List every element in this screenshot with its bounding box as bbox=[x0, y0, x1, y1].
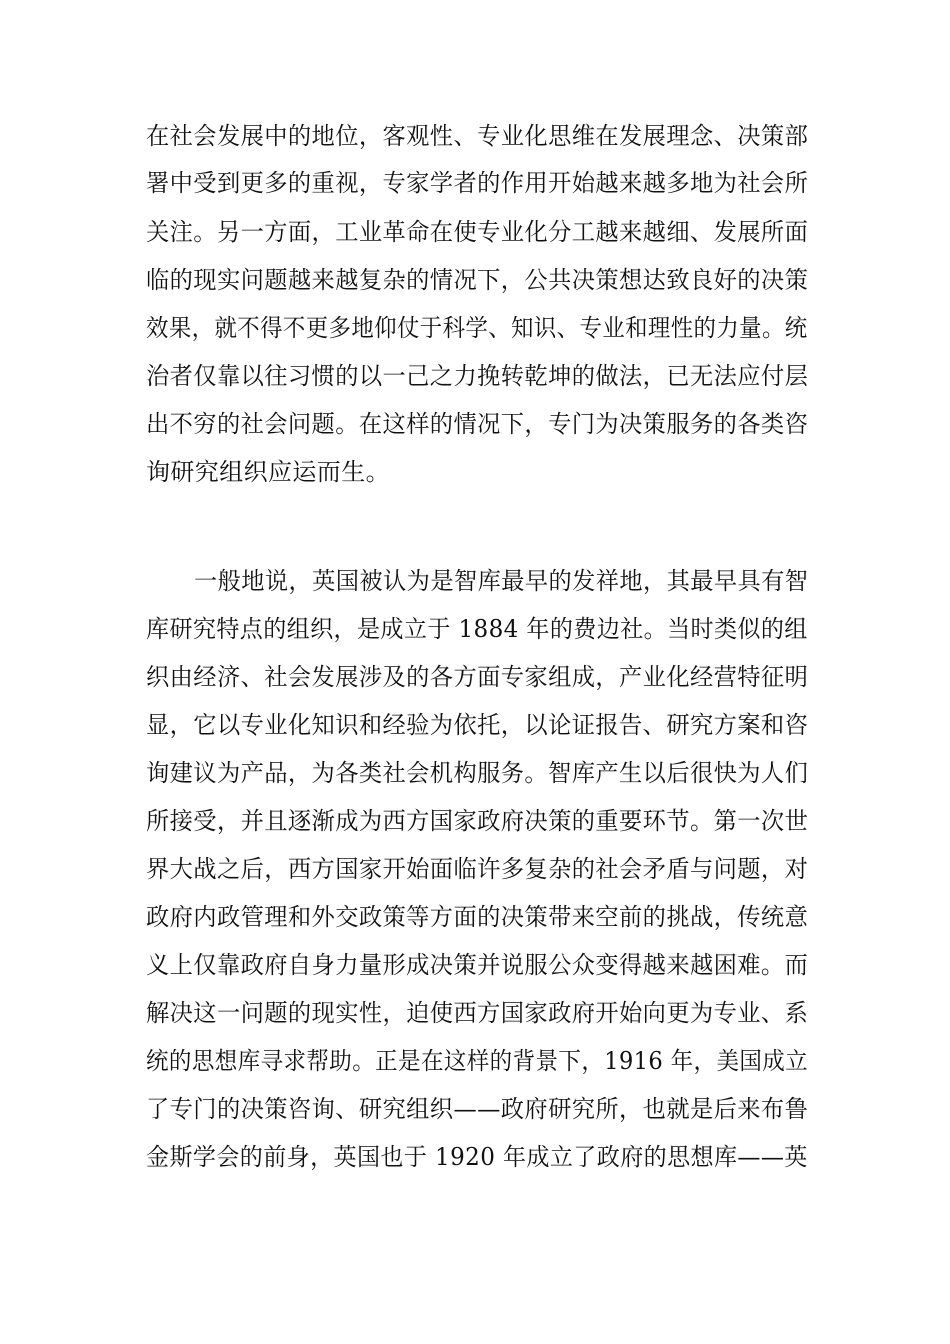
paragraph-1-line-8: 询研究组织应运而生。 bbox=[146, 458, 390, 486]
paragraph-2-line-7: 界大战之后，西方国家开始面临许多复杂的社会矛盾与问题，对 bbox=[146, 855, 809, 883]
paragraph-2-line-12: 了专门的决策咨询、研究组织——政府研究所，也就是后来布鲁 bbox=[146, 1095, 809, 1123]
paragraph-2-line-8: 政府内政管理和外交政策等方面的决策带来空前的挑战，传统意 bbox=[146, 903, 809, 931]
paragraph-2-line-2: 库研究特点的组织，是成立于 1884 年的费边社。当时类似的组 bbox=[146, 615, 808, 643]
paragraph-2-line-5: 询建议为产品，为各类社会机构服务。智库产生以后很快为人们 bbox=[146, 759, 809, 787]
paragraph-1-line-5: 效果，就不得不更多地仰仗于科学、知识、专业和理性的力量。统 bbox=[146, 314, 808, 342]
paragraph-2-line-9: 义上仅靠政府自身力量形成决策并说服公众变得越来越困难。而 bbox=[146, 951, 809, 979]
paragraph-2-line-6: 所接受，并且逐渐成为西方国家政府决策的重要环节。第一次世 bbox=[146, 807, 809, 835]
paragraph-2-line-11: 统的思想库寻求帮助。正是在这样的背景下，1916 年，美国成立 bbox=[146, 1047, 809, 1075]
paragraph-2-line-4: 显，它以专业化知识和经验为依托，以论证报告、研究方案和咨 bbox=[146, 711, 809, 739]
paragraph-2-line-13: 金斯学会的前身，英国也于 1920 年成立了政府的思想库——英 bbox=[146, 1143, 808, 1171]
paragraph-1-line-2: 署中受到更多的重视，专家学者的作用开始越来越多地为社会所 bbox=[146, 169, 809, 197]
paragraph-1-line-6: 治者仅靠以往习惯的以一己之力挽转乾坤的做法，已无法应付层 bbox=[146, 362, 809, 390]
paragraph-1-line-1: 在社会发展中的地位，客观性、专业化思维在发展理念、决策部 bbox=[146, 122, 809, 150]
paragraph-2-line-1: 一般地说，英国被认为是智库最早的发祥地，其最早具有智 bbox=[194, 567, 809, 595]
paragraph-2-line-10: 解决这一问题的现实性，迫使西方国家政府开始向更为专业、系 bbox=[146, 999, 809, 1027]
paragraph-1-line-3: 关注。另一方面，工业革命在使专业化分工越来越细、发展所面 bbox=[146, 218, 809, 246]
paragraph-1-line-7: 出不穷的社会问题。在这样的情况下，专门为决策服务的各类咨 bbox=[146, 410, 809, 438]
paragraph-1-line-4: 临的现实问题越来越复杂的情况下，公共决策想达致良好的决策 bbox=[146, 266, 809, 294]
paragraph-2-line-3: 织由经济、社会发展涉及的各方面专家组成，产业化经营特征明 bbox=[146, 663, 809, 691]
